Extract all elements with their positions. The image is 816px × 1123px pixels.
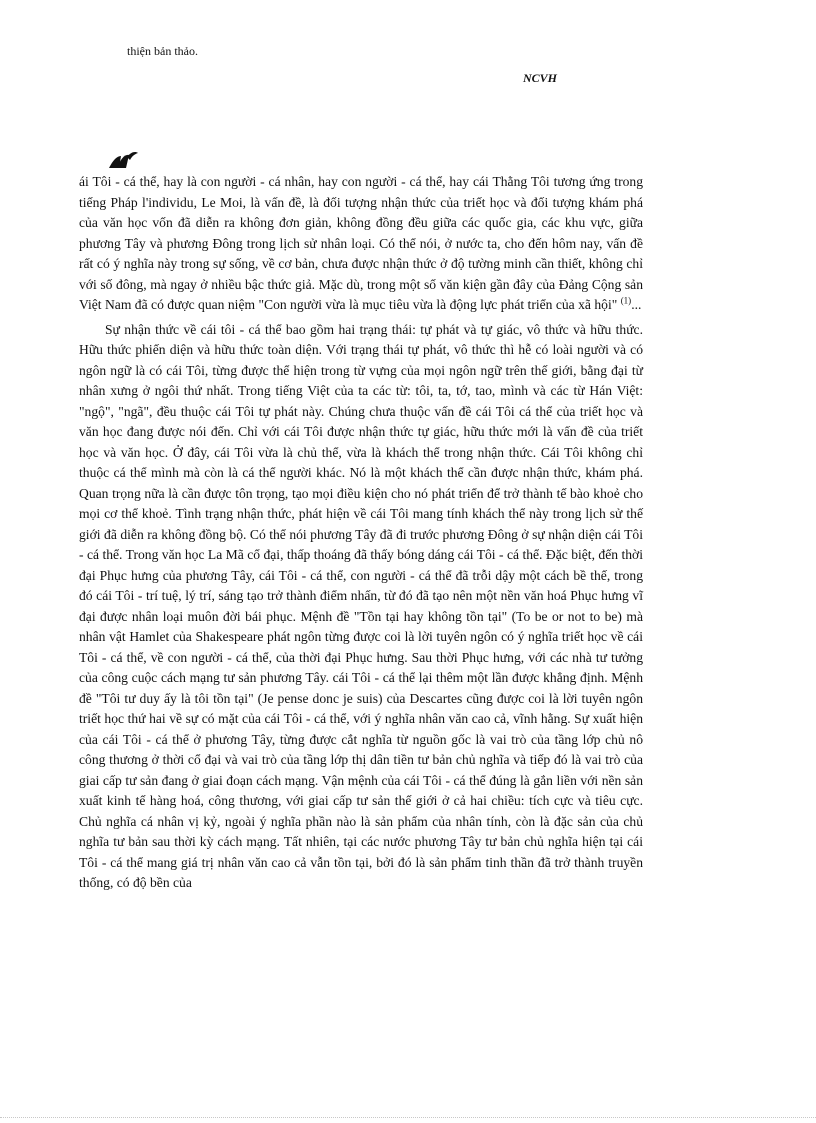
author-signature: NCVH xyxy=(523,71,558,85)
paragraph-1-ellipsis: ... xyxy=(631,297,642,312)
page-bottom-divider xyxy=(0,1117,816,1118)
calligraphic-flourish-icon xyxy=(107,148,139,170)
paragraph-2: Sự nhận thức về cái tôi - cá thể bao gồm hai trạng thái: tự phát và tự giác, vô thức và hữu thức. Hữu thức phiến diện và hữu thức toàn diện. Với trạng thái tự phát, vô thức thì hễ có loài người và có ngôn ngữ là có cái Tôi, từng được thể hiện trong từ vựng của mọi ngôn ngữ trên thế giới, bằng đại từ nhân xưng ở ngôi thứ nhất. Trong tiếng Việt của ta các từ: tôi, ta, tớ, tao, mình và các từ Hán Việt: "ngộ", "ngã", đều thuộc cái Tôi tự phát này. Chúng chưa thuộc vấn đề cái Tôi cá thể của triết học và văn học đang được nói đến. Chỉ với cái Tôi được nhận thức tự giác, hữu thức mới là vấn đề của triết học và văn học. Ở đây, cái Tôi vừa là chủ thể, vừa là khách thể trong nhận thức. Cái Tôi không chỉ thuộc cá thể mình mà còn là cá thể người khác. Nó là một khách thể cần được nhận thức, khám phá. Quan trọng nữa là cần được tôn trọng, tạo mọi điều kiện cho nó phát triển để trở thành tế bào khoẻ cho mọi cơ thể khoẻ. Tình trạng nhận thức, phát hiện về cái Tôi mang tính khách thể này trong lịch sử thế giới đã diễn ra không đồng bộ. Có thể nói phương Tây đã đi trước phương Đông ở sự nhận diện cái Tôi - cá thể. Trong văn học La Mã cổ đại, thấp thoáng đã thấy bóng dáng cái Tôi - cá thể. Đặc biệt, đến thời đại Phục hưng của phương Tây, cái Tôi - cá thể, con người - cá thể đã trỗi dậy một cách bề thế, trong đó cái Tôi - trí tuệ, lý trí, sáng tạo trở thành điểm nhấn, từ đó đã tạo nên một nền văn hoá Phục hưng vĩ đại được nhân loại muôn đời bái phục. Mệnh đề "Tồn tại hay không tồn tại" (To be or not to be) mà nhân vật Hamlet của Shakespeare phát ngôn từng được coi là lời tuyên ngôn có ý nghĩa triết học về cái Tôi - cá thể, về con người - cá thể, của thời đại Phục hưng. Sau thời Phục hưng, với các nhà tư tưởng của công cuộc cách mạng tư sản phương Tây. cái Tôi - cá thể lại thêm một lần được khẳng định. Mệnh đề "Tôi tư duy ấy là tôi tồn tại" (Je pense donc je suis) của Descartes cũng được coi là lời tuyên ngôn triết học thứ hai về sự có mặt của cái Tôi - cá thể, với ý nghĩa nhân văn cao cả, vĩnh hằng. Sự xuất hiện của cái Tôi - cá thể ở phương Tây, từng được cắt nghĩa từ nguồn gốc là vai trò của tầng lớp chủ nô công thương ở thời cổ đại và vai trò của tầng lớp thị dân tiền tư bản chủ nghĩa và tiếp đó là vai trò của giai cấp tư sản đang ở giai đoạn cách mạng. Vận mệnh của cái Tôi - cá thể đúng là gắn liền với nền sản xuất kinh tế hàng hoá, công thương, với giai cấp tư sản thế giới ở cả hai chiều: tích cực và tiêu cực. Chủ nghĩa cá nhân vị kỷ, ngoài ý nghĩa phần nào là sản phẩm của nhân tính, còn là đặc sản của chủ nghĩa tư bản sau thời kỳ cách mạng. Tất nhiên, tại các nước phương Tây tư bản chủ nghĩa hiện tại cái Tôi - cá thể mang giá trị nhân văn cao cả vẫn tồn tại, bởi đó là sản phẩm tinh thần đã trở thành truyền thống, có độ bền của xyxy=(79,321,643,890)
paragraph-1 xyxy=(79,172,643,316)
article-body xyxy=(79,172,643,894)
footnote-ref[interactable]: (1) xyxy=(620,295,632,306)
paragraph-1-text: ái Tôi - cá thể, hay là con người - cá nhân, hay con người - cá thể, hay cái Thằng Tôi tương ứng trong tiếng Pháp l'individu, Le Moi, là vấn đề, là đối tượng nhận thức của triết học và đối tượng khám phá của văn học vốn đã diễn ra không đơn giản, không đồng đều giữa các quốc gia, các khu vực, giữa phương Tây và phương Đông trong lịch sử nhân loại. Có thể nói, ở nước ta, cho đến hôm nay, vấn đề rất có ý nghĩa này trong sự sống, về cơ bản, chưa được nhận thức ở độ tường minh cần thiết, không chỉ với số đông, mà ngay ở nhiều bậc thức giả. Mặc dù, trong một số văn kiện gần đây của Đảng Cộng sản Việt Nam đã có được quan niệm "Con người vừa là mục tiêu vừa là động lực phát triển của xã hội" xyxy=(79,174,643,312)
previous-section-fragment: thiện bản thảo. xyxy=(127,44,198,58)
